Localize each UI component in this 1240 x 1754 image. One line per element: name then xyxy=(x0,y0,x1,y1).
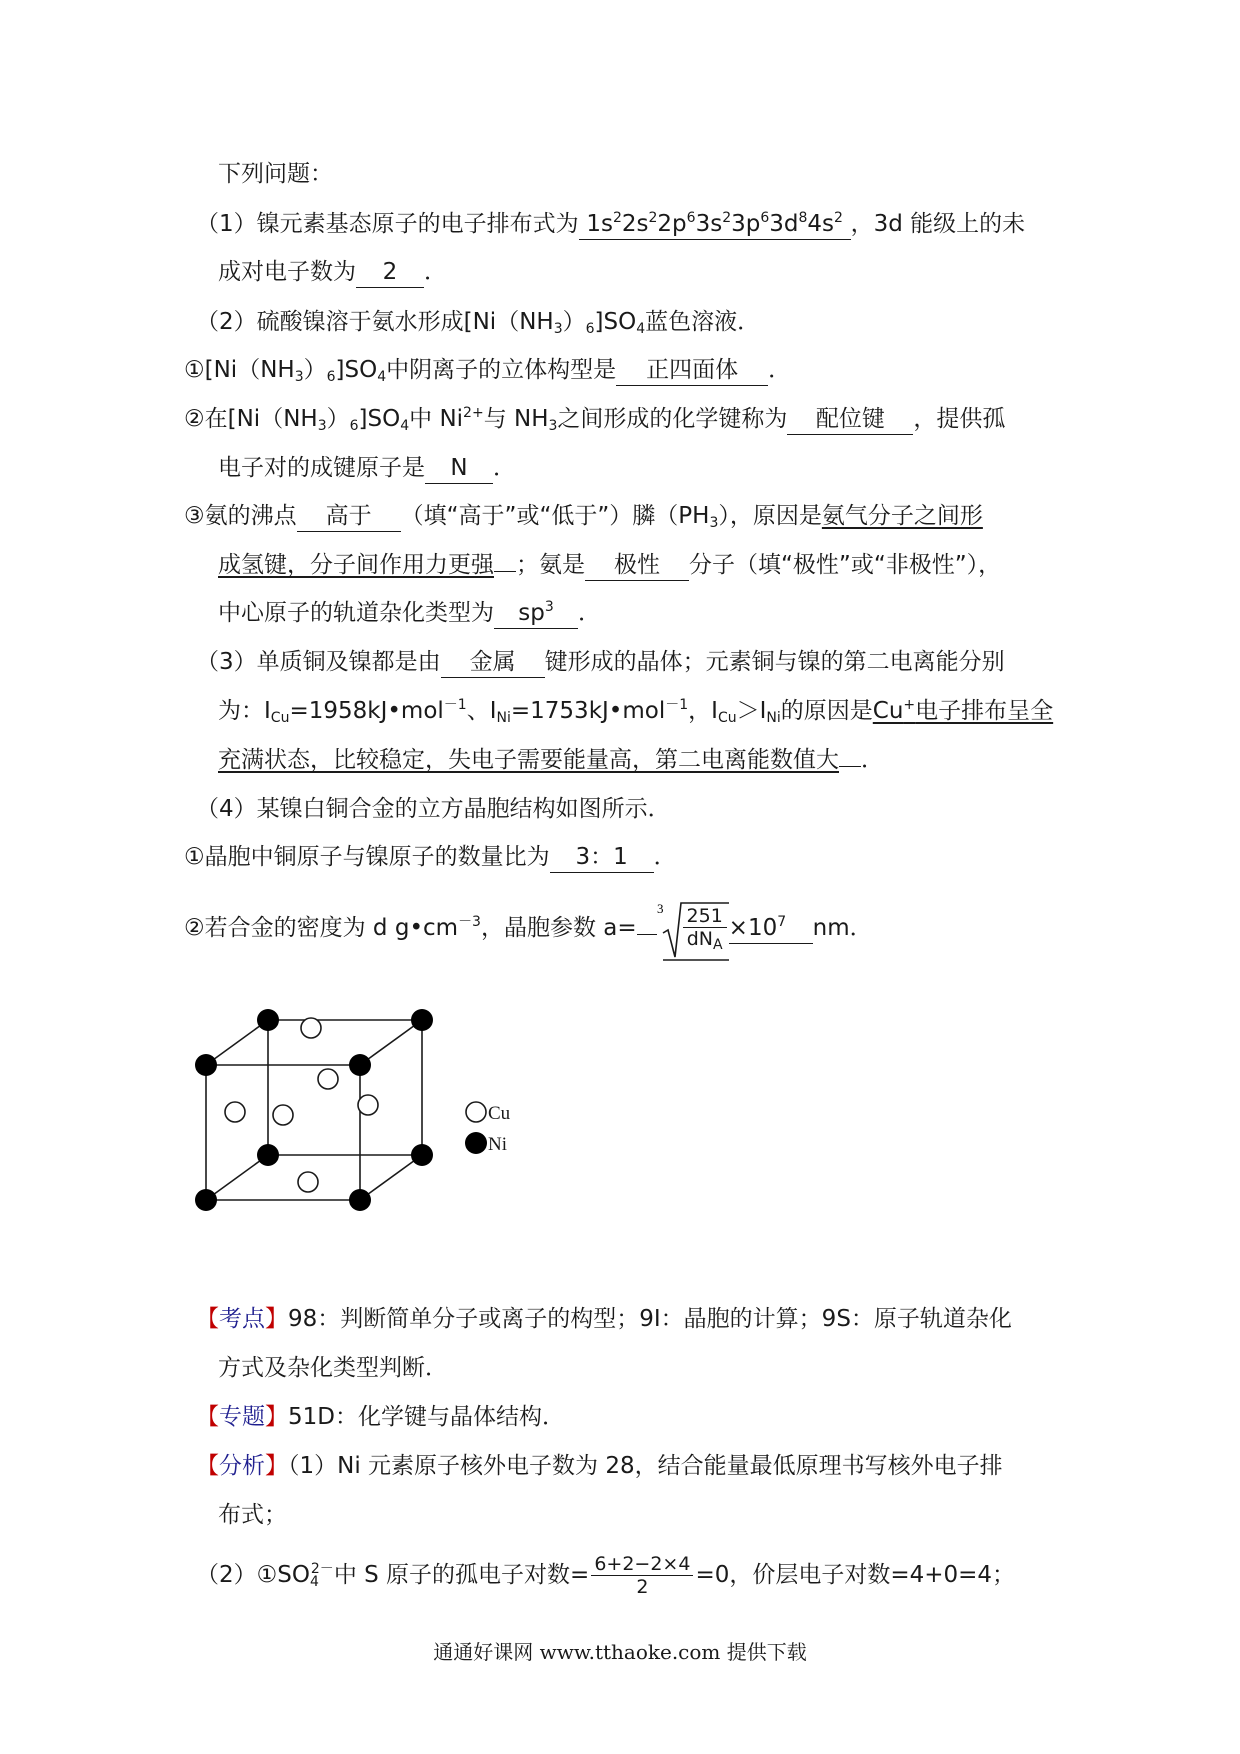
q2-2-answer: 配位键 xyxy=(787,404,913,435)
q3-answer2c: 充满状态，比较稳定，失电子需要能量高，第二电离能数值大 xyxy=(218,747,839,773)
kaodian-line1: 【考点】98：判断简单分子或离子的构型；9I：晶胞的计算；9S：原子轨道杂化 xyxy=(196,1306,1012,1332)
q2-1-answer: 正四面体 xyxy=(616,355,768,386)
page-footer: 通通好课网 www.tthaoke.com 提供下载 xyxy=(433,1640,807,1664)
legend-ni-marker xyxy=(465,1132,487,1154)
cu-atom-top xyxy=(301,1018,321,1038)
ni-atom xyxy=(349,1189,371,1211)
q2-1-line: $①[Ni(NH_3)_6]SO_4$中阴离子的立体构型是 正四面体 ． xyxy=(184,357,792,385)
q4-1-line: ①晶胞中铜原子与镍原子的数量比为 3：1 ． xyxy=(184,841,677,873)
kaodian-label: 【考点】 xyxy=(196,1306,288,1332)
q4-2-answer-times: $\times 10^7$ xyxy=(729,913,813,944)
ni-atom xyxy=(349,1054,371,1076)
cu-atom-back xyxy=(318,1069,338,1089)
root-denominator: $dN_A$ xyxy=(686,927,723,953)
q2-3-line3: 中心原子的轨道杂化类型为 $sp^3$ ． xyxy=(218,597,601,629)
q2-3-answer: 高于 xyxy=(297,501,401,532)
q2-2-line1: ②在$[Ni(NH_3)_6]SO_4$中 $Ni^{2+}$与 $NH_3$之间形成的化学键称为 配位键 ，提供孤 xyxy=(184,405,1006,434)
q4-2-line: ②若合金的密度为 d $g•cm^{-3}$，晶胞参数 a= 3 251 $dN_A$ $\times 10^7$ nm． xyxy=(184,898,873,959)
ni-atom xyxy=(257,1009,279,1031)
intro-line: 下列问题： xyxy=(218,161,333,187)
q3-answer: 金属 xyxy=(441,647,545,678)
zhuanti-line: 【专题】51D：化学键与晶体结构． xyxy=(196,1404,565,1430)
crystal-cell-diagram xyxy=(190,990,530,1224)
q3-line1: （3）单质铜及镍都是由 金属 键形成的晶体；元素铜与镍的第二电离能分别 xyxy=(196,646,1005,678)
svg-text:3: 3 xyxy=(656,900,664,916)
ni-atom xyxy=(257,1144,279,1166)
ni-atom xyxy=(411,1009,433,1031)
zhuanti-label: 【专题】 xyxy=(196,1404,288,1430)
ni-atom xyxy=(195,1189,217,1211)
q2-3-answer4: $sp^3$ xyxy=(494,598,578,629)
q3-line3: 充满状态，比较稳定，失电子需要能量高，第二电离能数值大 ． xyxy=(218,747,884,773)
q1-line2: 成对电子数为 2 ． xyxy=(218,256,447,288)
q4-line: （4）某镍白铜合金的立方晶胞结构如图所示． xyxy=(196,796,671,822)
ni-atom xyxy=(411,1144,433,1166)
q2-2-answer2: N xyxy=(425,453,493,484)
fenxi-label: 【分析】 xyxy=(196,1453,288,1479)
fenxi-line2: 布式； xyxy=(218,1502,287,1528)
q3-line2: 为：$I_{Cu}=1958kJ•mol^{-1}$、$I_{Ni}=1753kJ•mol^{-1}$，$I_{Cu}>I_{Ni}$的原因是Cu+电子排布呈全 xyxy=(218,697,1054,726)
kaodian-line2: 方式及杂化类型判断． xyxy=(218,1355,448,1381)
cu-atom-left xyxy=(225,1102,245,1122)
q1-answer-config: $1s^22s^22p^63s^23p^63d^84s^2$ xyxy=(579,209,851,240)
legend-cu-label: Cu xyxy=(488,1103,511,1124)
legend-cu-marker xyxy=(466,1102,486,1122)
q2-2-line2: 电子对的成键原子是 N ． xyxy=(218,452,516,484)
root-numerator: 251 xyxy=(683,905,727,928)
q2-line: （2）硫酸镍溶于氨水形成$[Ni(NH_3)_6]SO_4$蓝色溶液． xyxy=(196,309,761,337)
fenxi-line1: 【分析】（1）Ni 元素原子核外电子数为 28，结合能量最低原理书写核外电子排 xyxy=(196,1453,1003,1479)
ni-atom xyxy=(195,1054,217,1076)
cu-atom-bottom xyxy=(298,1172,318,1192)
q1-answer-unpaired: 2 xyxy=(356,257,424,288)
legend-ni-label: Ni xyxy=(488,1134,507,1155)
cu-atom-right xyxy=(358,1095,378,1115)
lone-pair-fraction: $\frac{6+2-2\times 4}{2}$ xyxy=(591,1553,693,1598)
q4-2-answer-root xyxy=(657,899,729,959)
cu-atom-front xyxy=(273,1105,293,1125)
cubic-unit-cell-figure xyxy=(190,990,530,1220)
q2-3-answer2b: 成氢键，分子间作用力更强 xyxy=(218,552,494,578)
q1-line1: （1）镍元素基态原子的电子排布式为 $1s^22s^22p^63s^23p^63d^84s^2$ ，3d 能级上的未 xyxy=(196,208,1025,240)
q2-3-line2: 成氢键，分子间作用力更强 ；氨是 极性 分子（填“极性”或“非极性”）， xyxy=(218,549,1001,581)
q2-3-answer3: 极性 xyxy=(585,550,689,581)
q4-1-answer: 3：1 xyxy=(550,842,654,873)
q2-3-answer2a: 氨气分子之间形 xyxy=(821,503,983,529)
q2-3-line1: ③氨的沸点 高于 （填“高于”或“低于”）膦$(PH_3)$，原因是氨气分子之间形 xyxy=(184,503,983,531)
last-line: $(2)①SO_4^{2-}$中 S 原子的孤电子对数= $\frac{6+2-2\times 4}{2}$ =0，价层电子对数=4+0=4； xyxy=(196,1553,1016,1598)
q3-answer2a: Cu+电子排布呈全 xyxy=(872,697,1054,724)
